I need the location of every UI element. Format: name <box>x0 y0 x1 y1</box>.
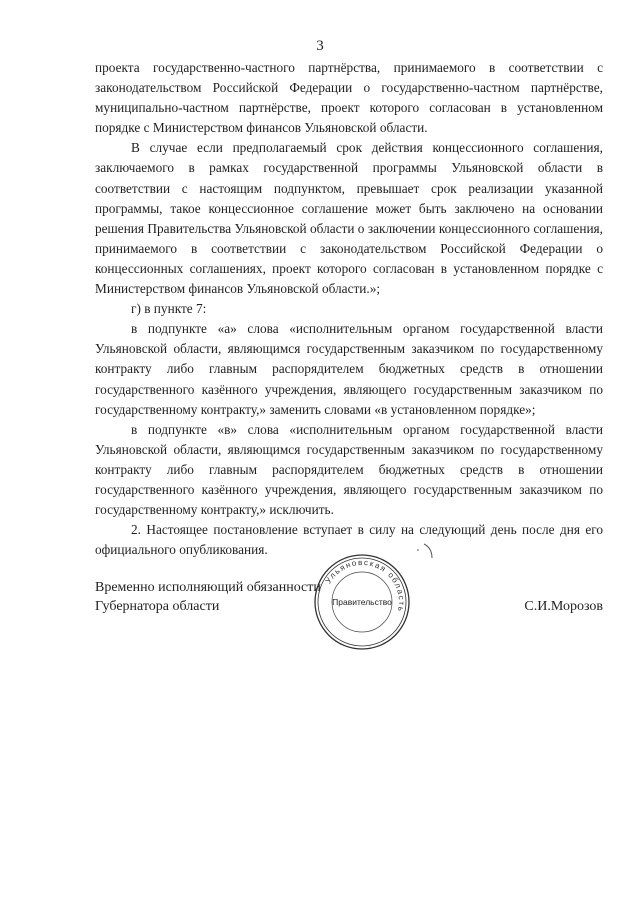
signatory-name: С.И.Морозов <box>524 599 603 614</box>
handwritten-mark <box>410 540 440 564</box>
seal-center-text: Правительство <box>332 597 392 607</box>
paragraph-subitem-v: в подпункте «в» слова «исполнительным органом государственной власти Ульяновской области, являющимся государственным заказчиком по государственному контракту либо главным распорядителем бюджетных средств в отношении государственного казённого учреждения, являющего государственным заказчиком по государственному контракту,» исключить. <box>95 421 603 518</box>
paragraph-effective-date: 2. Настоящее постановление вступает в силу на следующий день после дня его официального опубликования. <box>95 522 603 558</box>
paragraph-concession: В случае если предполагаемый срок действия концессионного соглашения, заключаемого в рамках государственной программы Ульяновской области в соответствии с настоящим подпунктом, превышает срок реализации указанной программы, такое концессионное соглашение может быть заключено на основании решения Правительства Ульяновской области о заключении концессионного соглашения, принимаемого в соответствии с законодательством Российской Федерации о концессионных соглашениях, проект которого согласован в установленном порядке с Министерством финансов Ульяновской области.»; <box>95 140 603 297</box>
paragraph-subitem-a: в подпункте «а» слова «исполнительным органом государственной власти Ульяновской области, являющимся государственным заказчиком по государственному контракту либо главным распорядителем бюджетных средств в отношении государственного казённого учреждения, являющего государственным заказчиком по государственному контракту,» заменить словами «в установленном порядке»; <box>95 321 603 417</box>
official-seal-stamp <box>312 552 412 652</box>
document-body <box>95 58 603 560</box>
signatory-title-line2: Губернатора области <box>95 599 220 614</box>
signatory-title-line1: Временно исполняющий обязанности <box>95 580 321 595</box>
paragraph-continuation: проекта государственно-частного партнёрства, принимаемого в соответствии с законодательством Российской Федерации о государственно-частном партнёрстве, муниципально-частном партнёрстве, проект которого согласован в установленном порядке с Министерством финансов Ульяновской области. <box>95 60 603 136</box>
paragraph-item-g: г) в пункте 7: <box>131 301 207 317</box>
page-number: 3 <box>316 38 324 54</box>
seal-ring-text: Ульяновская область <box>323 557 407 614</box>
